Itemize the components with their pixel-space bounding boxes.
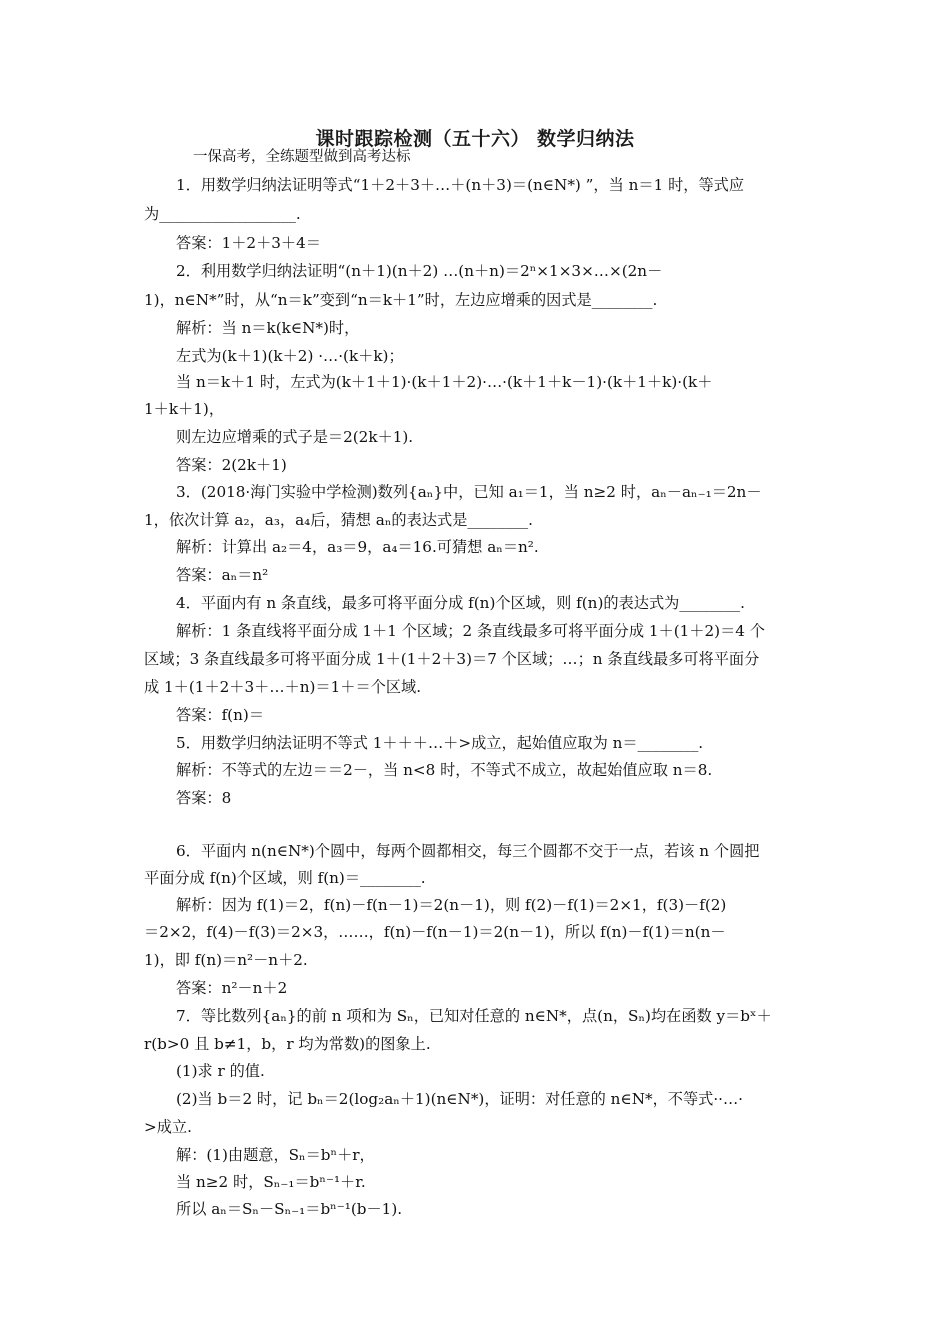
text-line: 1)，即 f(n)＝n²－n＋2. (144, 951, 308, 969)
text-line: 区域；3 条直线最多可将平面分成 1＋(1＋2＋3)＝7 个区域；…；n 条直线最多可将平面分 (144, 650, 760, 668)
text-line: 1＋k＋1)， (144, 400, 225, 418)
text-line: 答案：f(n)＝ (176, 706, 265, 724)
text-line: (2)当 b＝2 时，记 bₙ＝2(log₂aₙ＋1)(n∈N*)，证明：对任意的 n∈N*，不等式··…· (176, 1090, 744, 1108)
text-line: >成立. (144, 1118, 192, 1136)
text-line: ＝2×2，f(4)－f(3)＝2×3，……，f(n)－f(n－1)＝2(n－1)，所以 f(n)－f(1)＝n(n－ (144, 923, 726, 941)
text-line: 7．等比数列{aₙ}的前 n 项和为 Sₙ，已知对任意的 n∈N*，点(n，Sₙ)均在函数 y＝bˣ＋ (176, 1007, 772, 1025)
text-line: 6．平面内 n(n∈N*)个圆中，每两个圆都相交，每三个圆都不交于一点，若该 n 个圆把 (176, 842, 760, 860)
text-line: 答案：1＋2＋3＋4＝ (176, 234, 321, 252)
text-line: 答案：aₙ＝n² (176, 566, 269, 584)
text-line: 1，依次计算 a₂，a₃，a₄后，猜想 aₙ的表达式是________. (144, 511, 533, 529)
text-line: 当 n＝k＋1 时，左式为(k＋1＋1)·(k＋1＋2)·…·(k＋1＋k－1)·(k＋1＋k)·(k＋ (176, 373, 713, 391)
text-line: 解：(1)由题意，Sₙ＝bⁿ＋r， (176, 1146, 375, 1164)
text-line: 解析：因为 f(1)＝2，f(n)－f(n－1)＝2(n－1)，则 f(2)－f(1)＝2×1，f(3)－f(2) (176, 896, 727, 914)
text-line: 成 1＋(1＋2＋3＋…＋n)＝1＋＝个区域. (144, 678, 422, 696)
text-line: 5．用数学归纳法证明不等式 1＋＋＋…＋>成立，起始值应取为 n＝________. (176, 734, 704, 752)
text-line: 当 n≥2 时，Sₙ₋₁＝bⁿ⁻¹＋r. (176, 1173, 366, 1191)
text-line: 答案：2(2k＋1) (176, 456, 287, 474)
text-line: 4．平面内有 n 条直线，最多可将平面分成 f(n)个区域，则 f(n)的表达式为________. (176, 594, 745, 612)
text-line: 解析：不等式的左边＝＝2－，当 n<8 时，不等式不成立，故起始值应取 n＝8. (176, 761, 713, 779)
text-line: 解析：计算出 a₂＝4，a₃＝9，a₄＝16.可猜想 aₙ＝n². (176, 538, 539, 556)
subtitle: 一保高考，全练题型做到高考达标 (193, 149, 411, 165)
text-line: 为__________________. (144, 205, 301, 223)
text-line: (1)求 r 的值. (176, 1062, 265, 1080)
text-line: 答案：n²－n＋2 (176, 979, 288, 997)
text-line: 所以 aₙ＝Sₙ－Sₙ₋₁＝bⁿ⁻¹(b－1). (176, 1200, 403, 1218)
text-line: 答案：8 (176, 789, 232, 807)
text-line: 解析：1 条直线将平面分成 1＋1 个区域；2 条直线最多可将平面分成 1＋(1＋2)＝4 个 (176, 622, 765, 640)
text-line: 2．利用数学归纳法证明“(n＋1)(n＋2) …(n＋n)＝2ⁿ×1×3×…×(2n－ (176, 262, 663, 280)
text-line: 1)，n∈N*”时，从“n＝k”变到“n＝k＋1”时，左边应增乘的因式是________. (144, 291, 658, 309)
text-line: 平面分成 f(n)个区域，则 f(n)＝________. (144, 869, 426, 887)
text-line: 解析：当 n＝k(k∈N*)时， (176, 319, 360, 337)
text-line: r(b>0 且 b≠1，b，r 均为常数)的图象上. (144, 1035, 431, 1053)
page-title: 课时跟踪检测（五十六） 数学归纳法 (315, 128, 635, 150)
text-line: 左式为(k＋1)(k＋2) ·…·(k＋k)； (176, 347, 404, 365)
text-line: 1．用数学归纳法证明等式“1＋2＋3＋…＋(n＋3)＝(n∈N*) ”，当 n＝1 时，等式应 (176, 176, 745, 194)
text-line: 3．(2018·海门实验中学检测)数列{aₙ}中，已知 a₁＝1，当 n≥2 时，aₙ－aₙ₋₁＝2n－ (176, 483, 762, 501)
text-line: 则左边应增乘的式子是＝2(2k＋1). (176, 428, 414, 446)
